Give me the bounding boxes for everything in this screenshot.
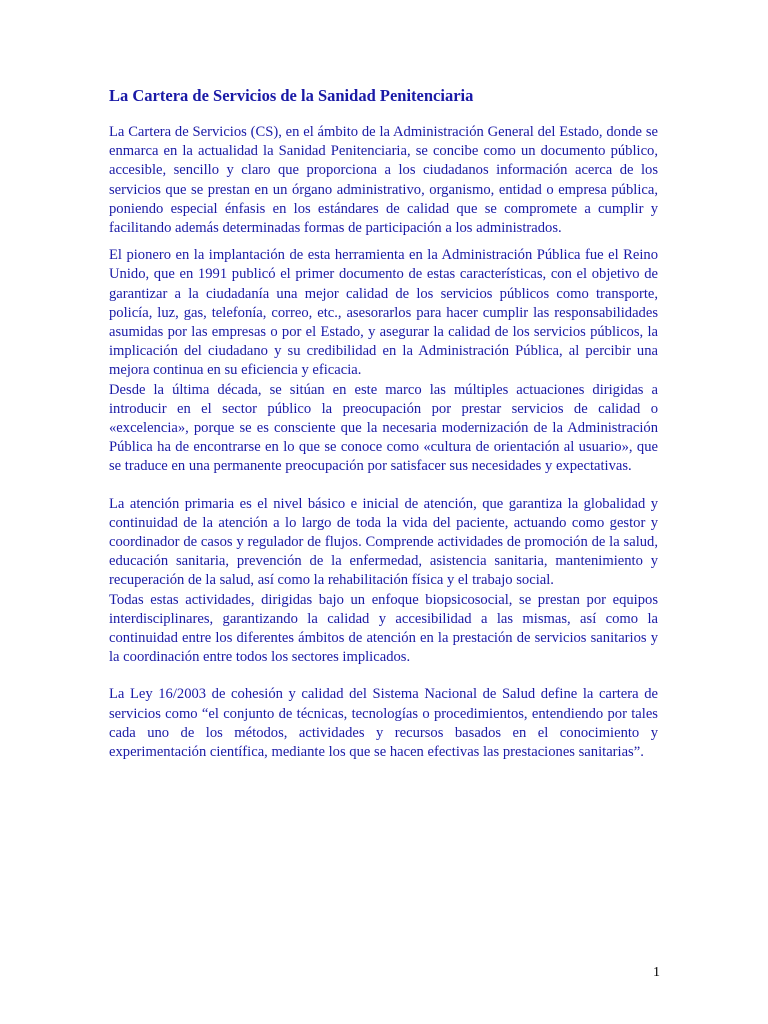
paragraph-cartera-definition: La Cartera de Servicios (CS), en el ámbito de la Administración General del Estado, donde se enmarca en la actualidad la Sanidad Penitenciaria, se concibe como un documento público, accesible, sencillo y claro que proporciona a los ciudadanos información acerca de los servicios que se prestan en un órgano administrativo, organismo, entidad o empresa pública, poniendo especial énfasis en los estándares de calidad que se compromete a cumplir y facilitando además determinadas formas de participación a los administrados. — [109, 124, 658, 237]
page-number: 1 — [653, 965, 660, 980]
paragraph-reino-unido: El pionero en la implantación de esta herramienta en la Administración Pública fue el Reino Unido, que en 1991 publicó el primer documento de estas características, con el objetivo de garantizar a la ciudadanía una mejor calidad de los servicios públicos como transporte, policía, luz, gas, telefonía, correo, etc., asesorarlos para hacer cumplir las responsabilidades asumidas por las empresas o por el Estado, y asegurar la calidad de los servicios públicos, la implicación del ciudadano y su credibilidad en la Administración Pública, al percibir una mejora continua en su eficiencia y eficacia. — [109, 247, 658, 379]
paragraph-ultima-decada: Desde la última década, se sitúan en este marco las múltiples actuaciones dirigidas a introducir en el sector público la preocupación por prestar servicios de calidad o «excelencia», porque se es consciente que la necesaria modernización de la Administración Pública ha de encontrarse en lo que se conoce como «cultura de orientación al usuario», que se traduce en una permanente preocupación por satisfacer sus necesidades y expectativas. — [109, 381, 658, 475]
paragraph-actividades: Todas estas actividades, dirigidas bajo un enfoque biopsicosocial, se prestan por equipos interdisciplinares, garantizando la calidad y accesibilidad a las mismas, así como la continuidad entre los diferentes ámbitos de atención en la prestación de servicios sanitarios y la coordinación entre todos los sectores implicados. — [109, 591, 658, 666]
paragraph-ley-16-2003: La Ley 16/2003 de cohesión y calidad del Sistema Nacional de Salud define la cartera de servicios como “el conjunto de técnicas, tecnologías o procedimientos, entendiendo por tales cada uno de los métodos, actividades y recursos basados en el conocimiento y experimentación científica, mediante los que se hacen efectivas las prestaciones sanitarias”. — [109, 686, 658, 761]
document-title: La Cartera de Servicios de la Sanidad Penitenciaria — [109, 86, 474, 105]
document-body — [109, 86, 658, 762]
paragraph-atencion-primaria: La atención primaria es el nivel básico e inicial de atención, que garantiza la globalidad y continuidad de la atención a lo largo de toda la vida del paciente, actuando como gestor y coordinador de casos y regulador de flujos. Comprende actividades de promoción de la salud, educación sanitaria, prevención de la enfermedad, asistencia sanitaria, mantenimiento y recuperación de la salud, así como la rehabilitación física y el trabajo social. — [109, 495, 658, 589]
